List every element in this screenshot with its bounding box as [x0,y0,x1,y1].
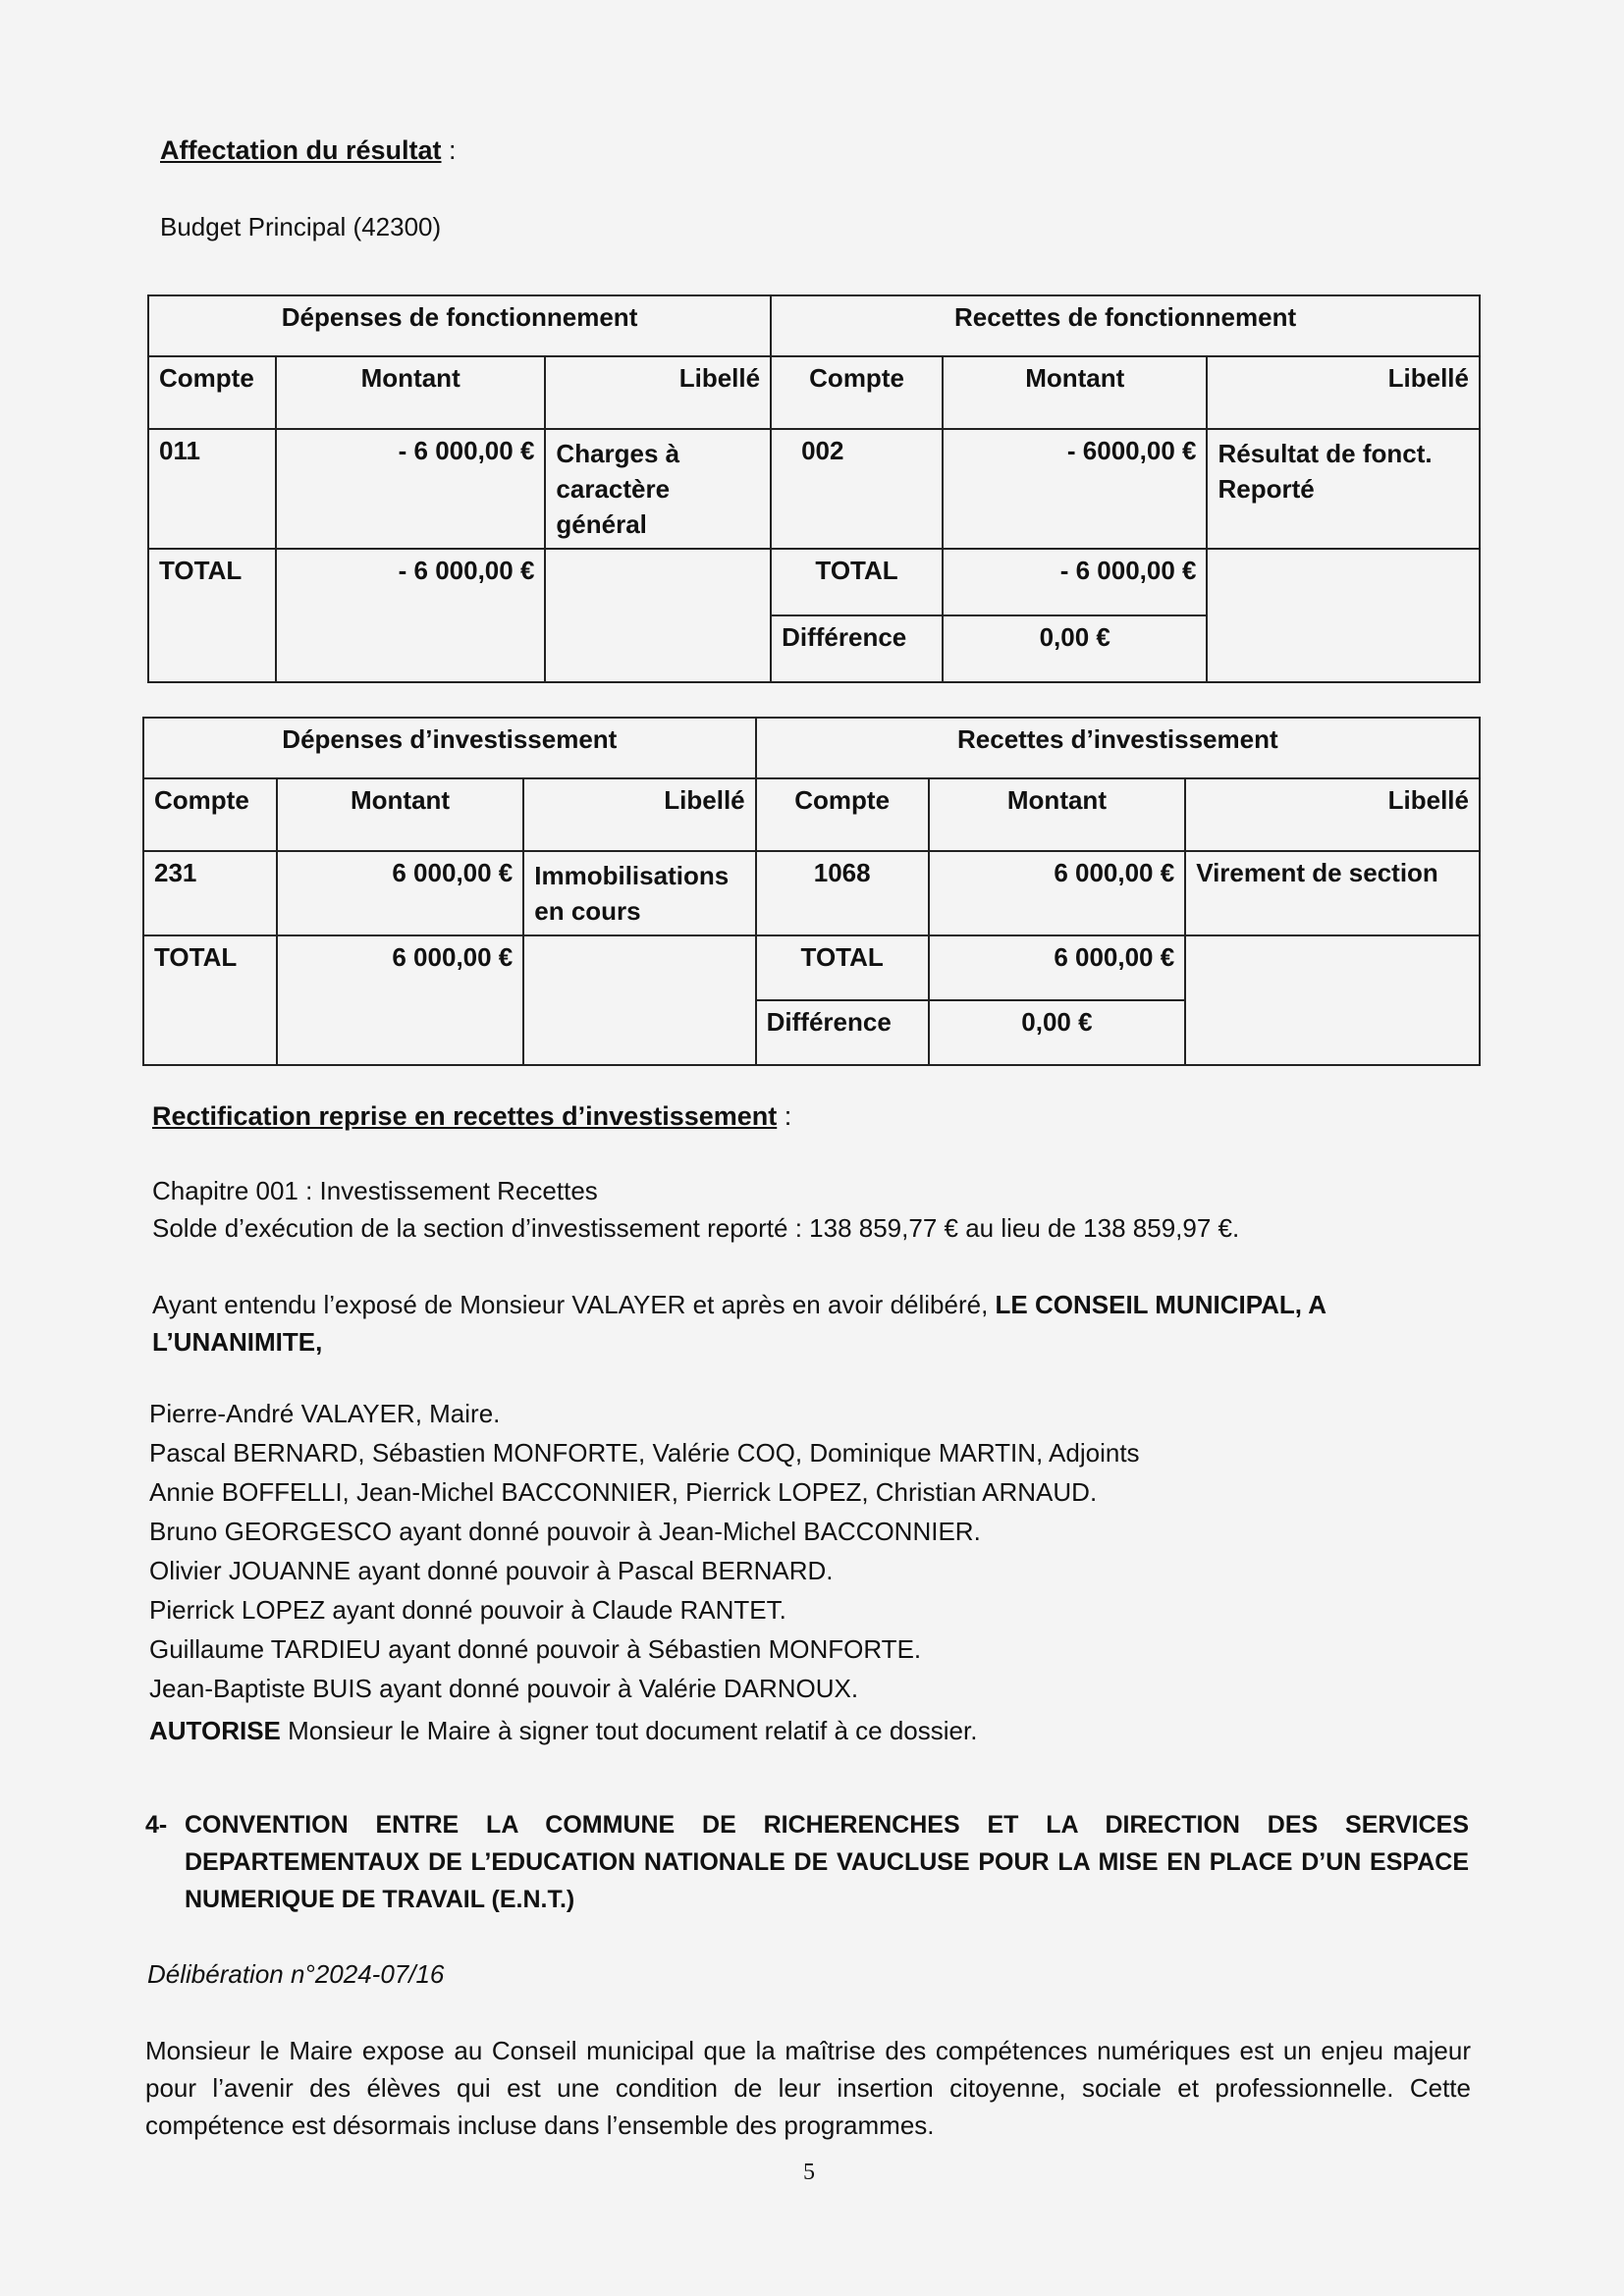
solde-line: Solde d’exécution de la section d’investissement reporté : 138 859,77 € au lieu de 138 859,97 €. [152,1213,1240,1243]
cell-montant: 6 000,00 € [277,851,523,935]
heading-colon: : [441,135,457,165]
cell-total-montant: 6 000,00 € [929,935,1186,1000]
ayant-entendu [152,1286,1468,1361]
col-montant: Montant [929,778,1186,851]
fonctionnement-table [147,294,1481,683]
cell-difference-value: 0,00 € [943,615,1207,682]
cell-compte: 002 [771,429,943,549]
ayant-bold-2: L’UNANIMITE, [152,1327,323,1357]
ayant-text: Ayant entendu l’exposé de Monsieur VALAYER et après en avoir délibéré, [152,1290,996,1319]
col-libelle: Libellé [545,356,771,429]
cell-empty [523,1000,755,1065]
heading-affectation [160,135,457,166]
cell-empty [143,1000,277,1065]
investissement-table [142,717,1481,1066]
autorise-line [149,1716,977,1746]
member-line: Annie BOFFELLI, Jean-Michel BACCONNIER, Pierrick LOPEZ, Christian ARNAUD. [149,1477,1098,1507]
cell-montant: - 6000,00 € [943,429,1207,549]
member-line: Bruno GEORGESCO ayant donné pouvoir à Jean-Michel BACCONNIER. [149,1517,981,1546]
col-libelle: Libellé [523,778,755,851]
cell-compte: 011 [148,429,276,549]
cell-montant: 6 000,00 € [929,851,1186,935]
member-line: Pascal BERNARD, Sébastien MONFORTE, Valérie COQ, Dominique MARTIN, Adjoints [149,1438,1140,1468]
rec-invest-header: Recettes d’investissement [756,718,1480,778]
cell-empty [148,615,276,682]
autorise-bold: AUTORISE [149,1716,281,1745]
cell-libelle: Virement de section [1185,851,1480,935]
col-compte: Compte [771,356,943,429]
cell-total: TOTAL [148,549,276,615]
chapitre-line: Chapitre 001 : Investissement Recettes [152,1176,598,1205]
page-number: 5 [803,2160,815,2185]
col-montant: Montant [277,778,523,851]
member-line: Pierrick LOPEZ ayant donné pouvoir à Claude RANTET. [149,1595,786,1625]
cell-empty [1207,549,1480,615]
cell-difference-value: 0,00 € [929,1000,1186,1065]
section-number: 4- [145,1811,168,1839]
col-libelle: Libellé [1185,778,1480,851]
cell-montant: - 6 000,00 € [276,429,545,549]
cell-empty [1185,1000,1480,1065]
cell-empty [1185,935,1480,1000]
body-paragraph: Monsieur le Maire expose au Conseil municipal que la maîtrise des compétences numériques est un enjeu majeur pour l’avenir des élèves qui est une condition de leur insertion citoyenne, sociale et professionnelle. Cette compétence est désormais incluse dans l’ensemble des programmes. [145,2036,1471,2140]
rectification-colon: : [777,1101,792,1131]
budget-label: Budget Principal (42300) [160,212,442,241]
cell-compte: 231 [143,851,277,935]
cell-libelle: Immobilisations en cours [523,851,755,935]
members-list [149,1394,1140,1708]
cell-difference: Différence [771,615,943,682]
cell-empty [1207,615,1480,682]
deliberation-number: Délibération n°2024-07/16 [147,1959,445,1989]
autorise-text: Monsieur le Maire à signer tout document relatif à ce dossier. [280,1716,978,1745]
cell-libelle: Résultat de fonct. Reporté [1207,429,1480,549]
cell-difference: Différence [756,1000,929,1065]
heading-text: Affectation du résultat [160,135,442,165]
col-libelle: Libellé [1207,356,1480,429]
cell-empty [277,1000,523,1065]
cell-empty [523,935,755,1000]
cell-total-montant: 6 000,00 € [277,935,523,1000]
dep-invest-header: Dépenses d’investissement [143,718,756,778]
ayant-bold: LE CONSEIL MUNICIPAL, A [995,1290,1327,1319]
rectification-text: Rectification reprise en recettes d’investissement [152,1101,778,1131]
cell-total: TOTAL [143,935,277,1000]
cell-total: TOTAL [771,549,943,615]
col-montant: Montant [943,356,1207,429]
cell-libelle: Charges à caractère général [545,429,771,549]
cell-total: TOTAL [756,935,929,1000]
member-line: Guillaume TARDIEU ayant donné pouvoir à Sébastien MONFORTE. [149,1634,922,1664]
col-compte: Compte [756,778,929,851]
member-line: Olivier JOUANNE ayant donné pouvoir à Pascal BERNARD. [149,1556,834,1585]
cell-compte: 1068 [756,851,929,935]
col-compte: Compte [143,778,277,851]
col-compte: Compte [148,356,276,429]
cell-total-montant: - 6 000,00 € [943,549,1207,615]
col-montant: Montant [276,356,545,429]
rec-fonct-header: Recettes de fonctionnement [771,295,1480,356]
section-title: CONVENTION ENTRE LA COMMUNE DE RICHERENCHES ET LA DIRECTION DES SERVICES DEPARTEMENTAUX DE L’EDUCATION NATIONALE DE VAUCLUSE POUR LA MISE EN PLACE D’UN ESPACE NUMERIQUE DE TRAVAIL (E.N.T.) [185,1811,1469,1913]
cell-empty [276,615,545,682]
heading-rectification [152,1101,791,1132]
cell-empty [545,549,771,615]
member-line: Pierre-André VALAYER, Maire. [149,1399,501,1428]
cell-empty [545,615,771,682]
cell-total-montant: - 6 000,00 € [276,549,545,615]
member-line: Jean-Baptiste BUIS ayant donné pouvoir à Valérie DARNOUX. [149,1674,859,1703]
dep-fonct-header: Dépenses de fonctionnement [148,295,771,356]
